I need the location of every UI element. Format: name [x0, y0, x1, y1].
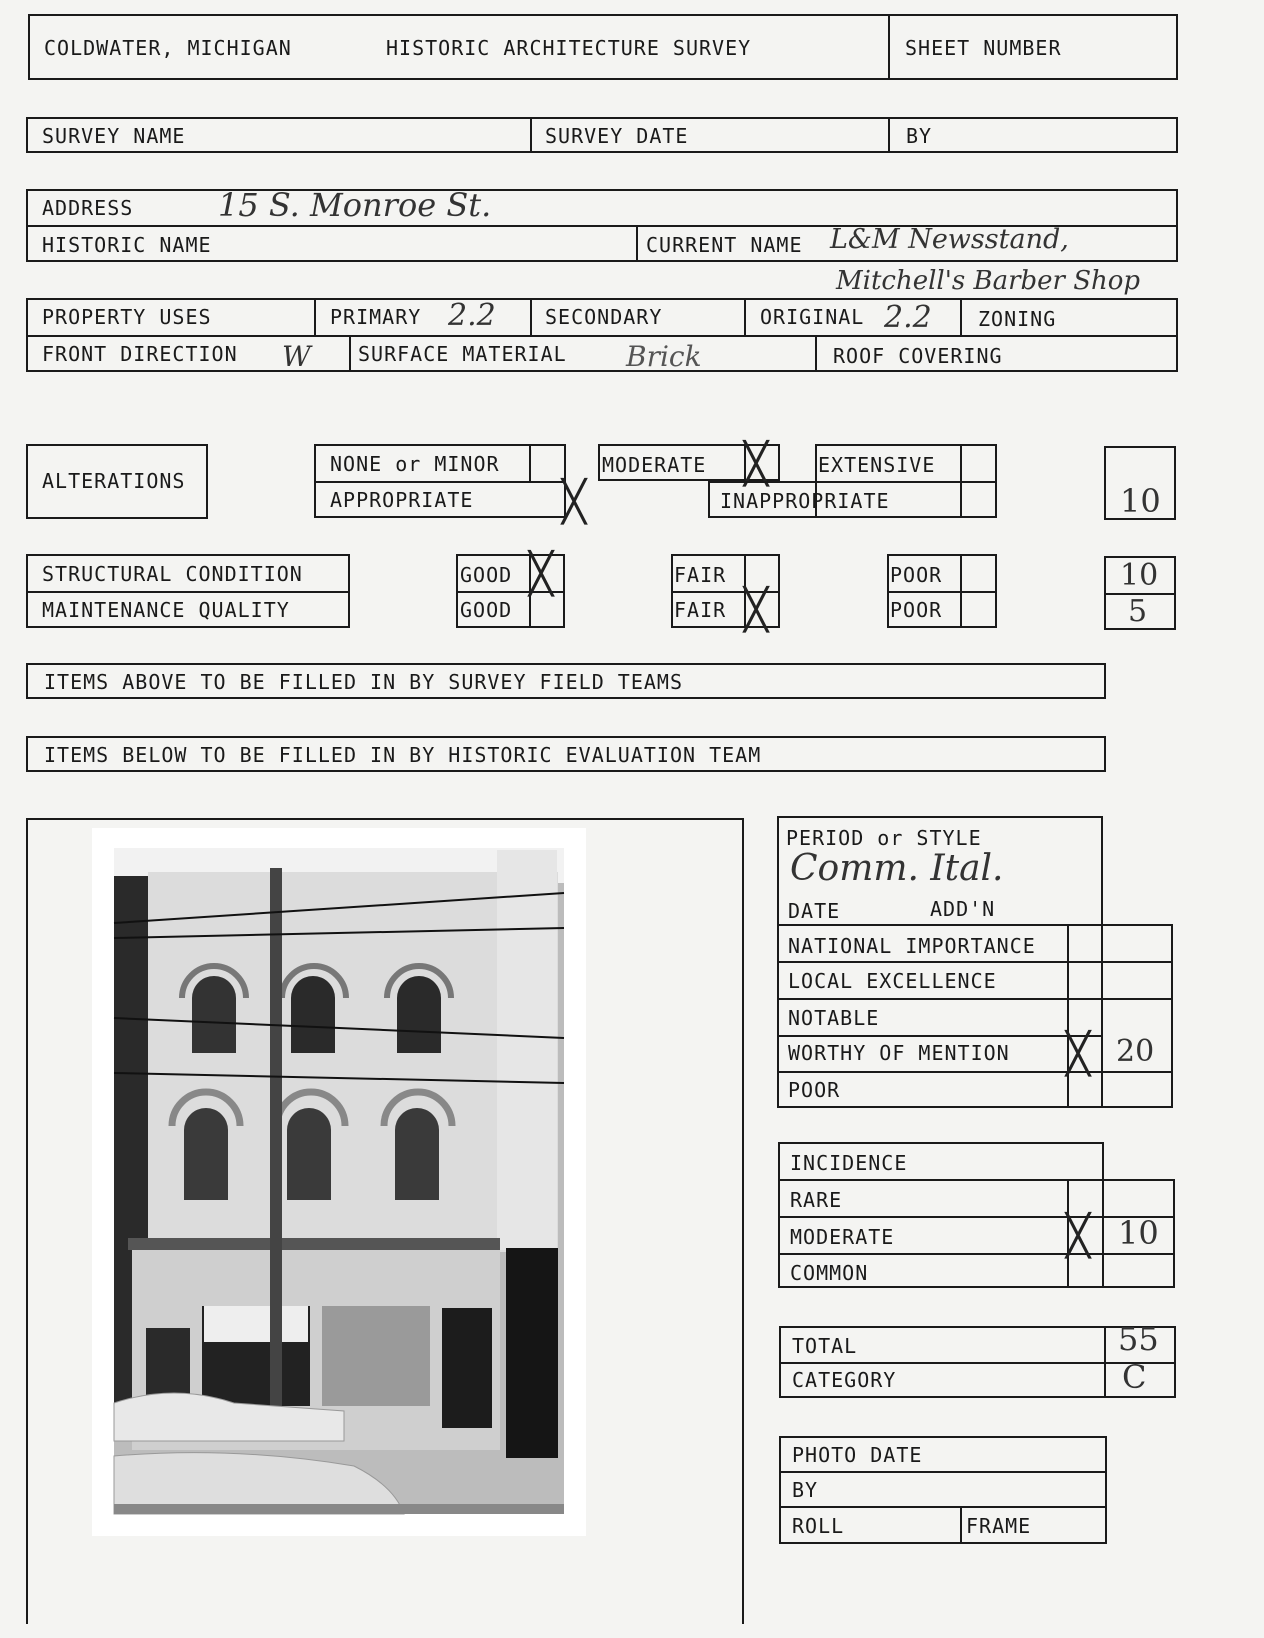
- primary-label: PRIMARY: [330, 305, 422, 329]
- address-label: ADDRESS: [42, 196, 134, 220]
- property-divider-v5: [349, 335, 351, 372]
- eval-line-3: [777, 998, 1173, 1000]
- extensive-divider-h: [708, 481, 997, 483]
- structural-condition-label: STRUCTURAL CONDITION: [42, 562, 303, 586]
- total-value: 55: [1118, 1320, 1159, 1358]
- rare-label: RARE: [790, 1188, 843, 1212]
- moderate-incidence-label: MODERATE: [790, 1225, 895, 1249]
- none-minor-label: NONE or MINOR: [330, 452, 500, 476]
- front-direction-value: W: [282, 340, 311, 373]
- city-label: COLDWATER, MICHIGAN: [44, 36, 292, 60]
- photo-info-line-1: [779, 1471, 1107, 1473]
- inappropriate-label: INAPPROPRIATE: [720, 489, 890, 513]
- survey-title: HISTORIC ARCHITECTURE SURVEY: [386, 36, 752, 60]
- inc-line-3: [778, 1253, 1175, 1255]
- appropriate-label: APPROPRIATE: [330, 488, 474, 512]
- fair-label-structural: FAIR: [674, 563, 727, 587]
- poor-eval-label: POOR: [788, 1078, 841, 1102]
- inc-line-1: [778, 1179, 1104, 1181]
- property-uses-label: PROPERTY USES: [42, 305, 212, 329]
- maintenance-fair-x-mark: ╳: [744, 587, 769, 633]
- alterations-label: ALTERATIONS: [42, 469, 186, 493]
- surface-material-label: SURFACE MATERIAL: [358, 342, 567, 366]
- building-photo-image: [92, 828, 586, 1536]
- current-name-value-2: Mitchell's Barber Shop: [836, 266, 1141, 296]
- period-style-label: PERIOD or STYLE: [786, 826, 982, 850]
- alterations-divider-h: [314, 481, 566, 483]
- eval-line-2: [777, 961, 1173, 963]
- incidence-label: INCIDENCE: [790, 1151, 908, 1175]
- current-name-divider: [636, 225, 638, 262]
- worthy-x-mark: ╳: [1066, 1031, 1091, 1077]
- totals-divider-v: [1104, 1326, 1106, 1398]
- eval-line-5: [777, 1071, 1173, 1073]
- property-divider-v2: [530, 298, 532, 335]
- roll-label: ROLL: [792, 1514, 845, 1538]
- inappropriate-bottom: [708, 516, 815, 518]
- good-label-structural: GOOD: [460, 563, 513, 587]
- moderate-x-mark: ╳: [744, 441, 769, 487]
- local-excellence-label: LOCAL EXCELLENCE: [788, 969, 997, 993]
- category-label: CATEGORY: [792, 1368, 897, 1392]
- property-divider-v1: [314, 298, 316, 335]
- fair-label-maintenance: FAIR: [674, 598, 727, 622]
- evaluation-score-column: [1067, 924, 1173, 1108]
- structural-good-x-mark: ╳: [529, 551, 554, 597]
- maintenance-score: 5: [1128, 594, 1148, 629]
- property-divider-v4: [960, 298, 962, 335]
- poor-divider-h: [887, 591, 997, 593]
- structural-score: 10: [1120, 558, 1159, 593]
- survey-by-label: BY: [906, 124, 933, 148]
- frame-label: FRAME: [966, 1514, 1032, 1538]
- photo-date-label: PHOTO DATE: [792, 1443, 923, 1467]
- incidence-moderate-x-mark: ╳: [1066, 1213, 1091, 1259]
- common-label: COMMON: [790, 1261, 869, 1285]
- survey-name-label: SURVEY NAME: [42, 124, 186, 148]
- worthy-score: 20: [1116, 1034, 1155, 1069]
- current-name-label: CURRENT NAME: [646, 233, 803, 257]
- none-minor-check-divider: [529, 444, 531, 481]
- extensive-label: EXTENSIVE: [818, 453, 936, 477]
- historic-name-label: HISTORIC NAME: [42, 233, 212, 257]
- national-importance-label: NATIONAL IMPORTANCE: [788, 934, 1036, 958]
- appropriate-x-mark: ╳: [562, 479, 587, 525]
- property-divider-v6: [815, 335, 817, 372]
- condition-divider: [26, 591, 350, 593]
- category-value: C: [1122, 1358, 1147, 1396]
- worthy-of-mention-label: WORTHY OF MENTION: [788, 1041, 1010, 1065]
- roll-frame-divider: [960, 1506, 962, 1544]
- alterations-score: 10: [1120, 482, 1161, 520]
- current-name-value-1: L&M Newsstand,: [830, 224, 1069, 255]
- notable-label: NOTABLE: [788, 1006, 880, 1030]
- poor-label-structural: POOR: [890, 563, 943, 587]
- roof-covering-label: ROOF COVERING: [833, 344, 1003, 368]
- eval-line-1: [777, 924, 1103, 926]
- survey-divider-2: [888, 117, 890, 153]
- property-divider-v3: [744, 298, 746, 335]
- building-photo: [92, 828, 586, 1536]
- date-label: DATE: [788, 899, 841, 923]
- eval-line-4: [777, 1035, 1103, 1037]
- zoning-label: ZONING: [978, 307, 1057, 331]
- photo-by-label: BY: [792, 1478, 819, 1502]
- good-label-maintenance: GOOD: [460, 598, 513, 622]
- items-below-note: ITEMS BELOW TO BE FILLED IN BY HISTORIC EVALUATION TEAM: [44, 743, 762, 767]
- surface-material-value: Brick: [626, 340, 702, 373]
- original-value: 2.2: [884, 300, 932, 335]
- extensive-check-divider: [960, 444, 962, 518]
- address-value: 15 S. Monroe St.: [218, 186, 492, 224]
- totals-divider: [779, 1362, 1176, 1364]
- inc-line-2: [778, 1216, 1175, 1218]
- secondary-label: SECONDARY: [545, 305, 663, 329]
- moderate-alteration-label: MODERATE: [602, 453, 707, 477]
- maintenance-quality-label: MAINTENANCE QUALITY: [42, 598, 290, 622]
- poor-label-maintenance: POOR: [890, 598, 943, 622]
- items-above-note: ITEMS ABOVE TO BE FILLED IN BY SURVEY FIELD TEAMS: [44, 670, 684, 694]
- survey-divider-1: [530, 117, 532, 153]
- photo-info-line-2: [779, 1506, 1107, 1508]
- sheet-number-label: SHEET NUMBER: [905, 36, 1062, 60]
- survey-date-label: SURVEY DATE: [545, 124, 689, 148]
- poor-divider-v: [960, 554, 962, 628]
- header-divider: [888, 14, 890, 80]
- period-style-value: Comm. Ital.: [790, 848, 1004, 889]
- primary-value: 2.2: [448, 298, 496, 333]
- incidence-score: 10: [1118, 1214, 1159, 1252]
- property-divider: [26, 335, 1178, 337]
- front-direction-label: FRONT DIRECTION: [42, 342, 238, 366]
- inappropriate-left: [708, 481, 710, 518]
- original-label: ORIGINAL: [760, 305, 865, 329]
- addn-label: ADD'N: [930, 897, 996, 921]
- total-label: TOTAL: [792, 1334, 858, 1358]
